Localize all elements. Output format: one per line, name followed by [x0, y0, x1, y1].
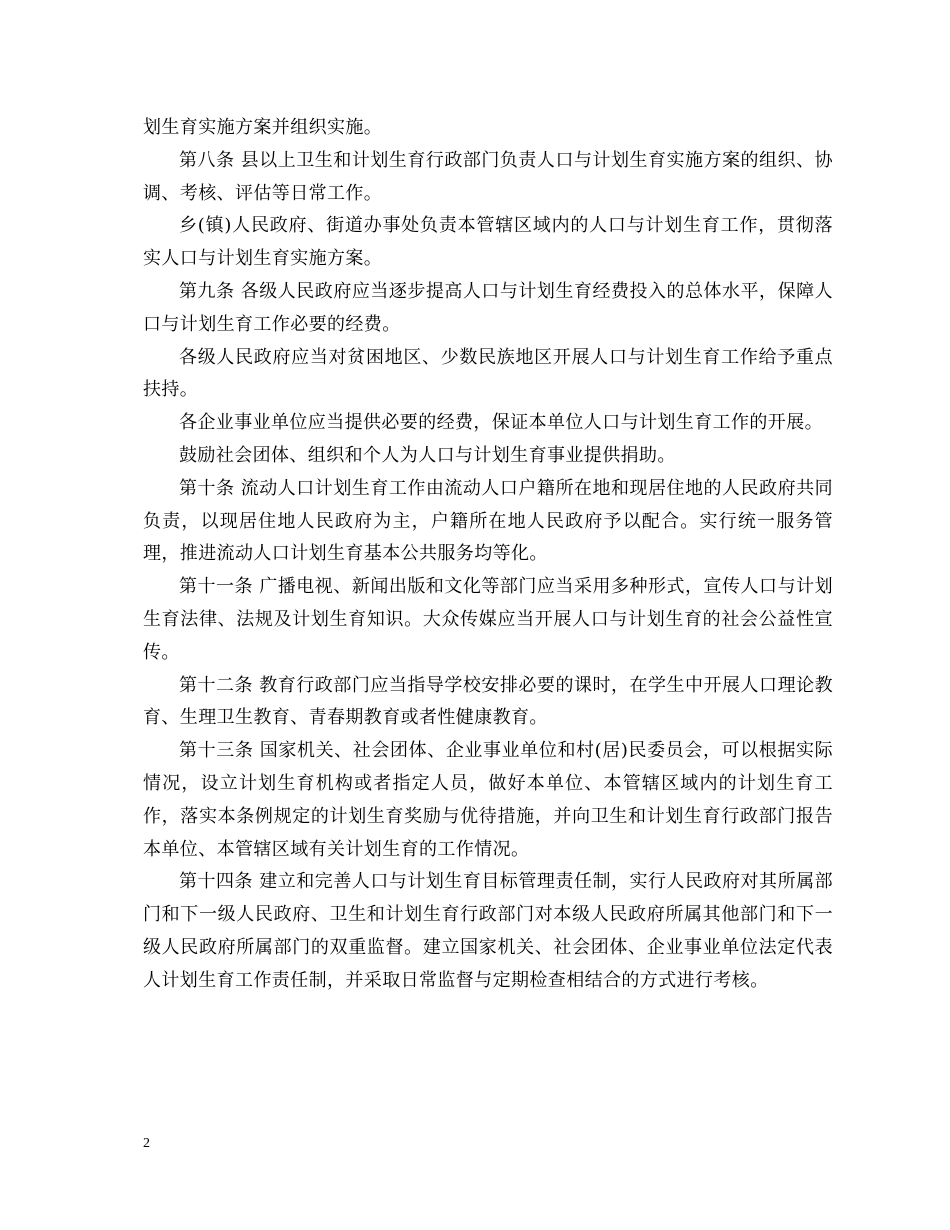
page-number: 2 — [143, 1136, 150, 1151]
paragraph-article-10: 第十条 流动人口计划生育工作由流动人口户籍所在地和现居住地的人民政府共同负责，以现居住地人民政府为主，户籍所在地人民政府予以配合。实行统一服务管理，推进流动人口计划生育基本公共服务均等化。 — [143, 477, 833, 565]
paragraph-article-8: 第八条 县以上卫生和计划生育行政部门负责人口与计划生育实施方案的组织、协调、考核、评估等日常工作。 — [143, 149, 833, 204]
paragraph-continuation: 划生育实施方案并组织实施。 — [143, 117, 383, 138]
paragraph-article-11: 第十一条 广播电视、新闻出版和文化等部门应当采用多种形式，宣传人口与计划生育法律、法规及计划生育知识。大众传媒应当开展人口与计划生育的社会公益性宣传。 — [143, 576, 833, 663]
paragraph-township-duty: 乡(镇)人民政府、街道办事处负责本管辖区域内的人口与计划生育工作，贯彻落实人口与计划生育实施方案。 — [143, 215, 833, 270]
paragraph-article-13: 第十三条 国家机关、社会团体、企业事业单位和村(居)民委员会，可以根据实际情况，设立计划生育机构或者指定人员，做好本单位、本管辖区域内的计划生育工作，落实本条例规定的计划生育奖励与优待措施，并向卫生和计划生育行政部门报告本单位、本管辖区域有关计划生育的工作情况。 — [143, 740, 833, 860]
paragraph-article-9: 第九条 各级人民政府应当逐步提高人口与计划生育经费投入的总体水平，保障人口与计划生育工作必要的经费。 — [143, 280, 833, 335]
paragraph-enterprise-funding: 各企业事业单位应当提供必要的经费，保证本单位人口与计划生育工作的开展。 — [179, 412, 823, 434]
paragraph-donations: 鼓励社会团体、组织和个人为人口与计划生育事业提供捐助。 — [179, 444, 676, 466]
paragraph-article-14: 第十四条 建立和完善人口与计划生育目标管理责任制，实行人民政府对其所属部门和下一级人民政府、卫生和计划生育行政部门对本级人民政府所属其他部门和下一级人民政府所属部门的双重监督。建立国家机关、社会团体、企业事业单位法定代表人计划生育工作责任制，并采取日常监督与定期检查相结合的方式进行考核。 — [143, 871, 833, 991]
paragraph-article-12: 第十二条 教育行政部门应当指导学校安排必要的课时，在学生中开展人口理论教育、生理卫生教育、青春期教育或者性健康教育。 — [143, 674, 833, 729]
paragraph-poverty-support: 各级人民政府应当对贫困地区、少数民族地区开展人口与计划生育工作给予重点扶持。 — [143, 346, 833, 401]
document-body — [143, 112, 833, 998]
